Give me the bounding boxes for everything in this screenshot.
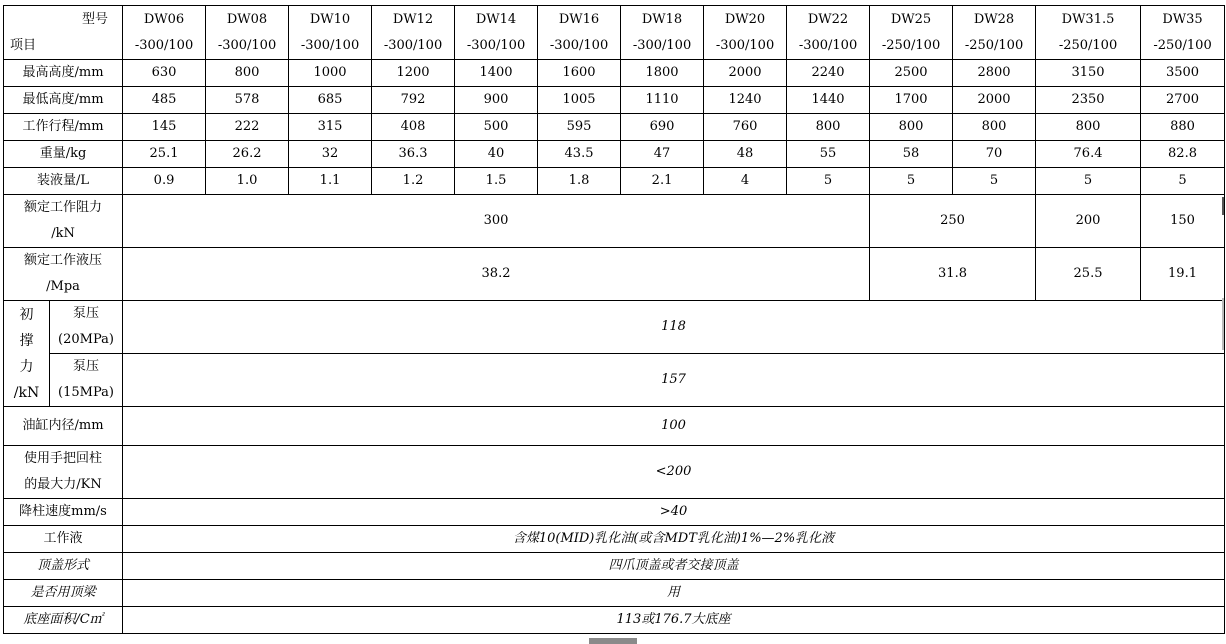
row-handle-force xyxy=(4,446,1225,499)
model-header: DW12 -300/100 xyxy=(372,6,455,60)
cell: 113或176.7大底座 xyxy=(123,607,1225,634)
cell: 38.2 xyxy=(123,248,870,301)
row-label: 最低高度/mm xyxy=(4,87,123,114)
cell: 1.8 xyxy=(538,168,621,195)
header-corner-cell xyxy=(4,6,123,60)
row-label: 工作行程/mm xyxy=(4,114,123,141)
model-header: DW08 -300/100 xyxy=(206,6,289,60)
model-header: DW06 -300/100 xyxy=(123,6,206,60)
row-cap-type xyxy=(4,553,1225,580)
row-label: 额定工作阻力 /kN xyxy=(4,195,123,248)
cell: 792 xyxy=(372,87,455,114)
cell: 1005 xyxy=(538,87,621,114)
row-label: 降柱速度mm/s xyxy=(4,499,123,526)
scroll-marker xyxy=(1222,197,1224,215)
cell: 500 xyxy=(455,114,538,141)
cell: 2800 xyxy=(953,60,1036,87)
cell: 1.0 xyxy=(206,168,289,195)
row-weight xyxy=(4,141,1225,168)
cell: 118 xyxy=(123,301,1225,354)
row-label: 重量/kg xyxy=(4,141,123,168)
cell: 58 xyxy=(870,141,953,168)
cell: 2000 xyxy=(953,87,1036,114)
cell: 760 xyxy=(704,114,787,141)
cell: 0.9 xyxy=(123,168,206,195)
row-label: 油缸内径/mm xyxy=(4,407,123,446)
row-setting-force-15 xyxy=(4,354,1225,407)
pump-label: 泵压 (20MPa) xyxy=(50,301,123,354)
cell: 150 xyxy=(1141,195,1225,248)
cell: 55 xyxy=(787,141,870,168)
cell: 100 xyxy=(123,407,1225,446)
cell: 1110 xyxy=(621,87,704,114)
resize-handle[interactable] xyxy=(589,638,637,644)
row-setting-force-20 xyxy=(4,301,1225,354)
cell: 1600 xyxy=(538,60,621,87)
cell: 19.1 xyxy=(1141,248,1225,301)
cell: 76.4 xyxy=(1036,141,1141,168)
row-label: 额定工作液压 /Mpa xyxy=(4,248,123,301)
cell: 578 xyxy=(206,87,289,114)
model-header: DW31.5 -250/100 xyxy=(1036,6,1141,60)
cell: 25.5 xyxy=(1036,248,1141,301)
model-header: DW14 -300/100 xyxy=(455,6,538,60)
cell: 800 xyxy=(870,114,953,141)
row-label: 使用手把回柱 的最大力/KN xyxy=(4,446,123,499)
cell: 36.3 xyxy=(372,141,455,168)
cell: 5 xyxy=(953,168,1036,195)
cell: 四爪顶盖或者交接顶盖 xyxy=(123,553,1225,580)
row-label: 是否用顶梁 xyxy=(4,580,123,607)
cell: 1800 xyxy=(621,60,704,87)
cell: 1000 xyxy=(289,60,372,87)
row-fill xyxy=(4,168,1225,195)
model-header: DW20 -300/100 xyxy=(704,6,787,60)
cell: 含煤10(MID)乳化油(或含MDT乳化油)1%—2%乳化液 xyxy=(123,526,1225,553)
cell: 3150 xyxy=(1036,60,1141,87)
cell: 47 xyxy=(621,141,704,168)
cell: 3500 xyxy=(1141,60,1225,87)
cell: 40 xyxy=(455,141,538,168)
cell: 1440 xyxy=(787,87,870,114)
cell: 690 xyxy=(621,114,704,141)
row-lower-speed xyxy=(4,499,1225,526)
model-header: DW18 -300/100 xyxy=(621,6,704,60)
cell: 1400 xyxy=(455,60,538,87)
cell: 70 xyxy=(953,141,1036,168)
row-beam xyxy=(4,580,1225,607)
spec-table xyxy=(3,5,1225,634)
cell: 880 xyxy=(1141,114,1225,141)
cell: 1.5 xyxy=(455,168,538,195)
cell: 900 xyxy=(455,87,538,114)
cell: 4 xyxy=(704,168,787,195)
row-label: 装液量/L xyxy=(4,168,123,195)
cell: 25.1 xyxy=(123,141,206,168)
row-label: 工作液 xyxy=(4,526,123,553)
row-bore xyxy=(4,407,1225,446)
cell: 408 xyxy=(372,114,455,141)
row-min-height xyxy=(4,87,1225,114)
cell: 5 xyxy=(1141,168,1225,195)
cell: 685 xyxy=(289,87,372,114)
cell: 2000 xyxy=(704,60,787,87)
cell: 1.1 xyxy=(289,168,372,195)
cell: 82.8 xyxy=(1141,141,1225,168)
cell: 2.1 xyxy=(621,168,704,195)
cell: 595 xyxy=(538,114,621,141)
cell: <200 xyxy=(123,446,1225,499)
cell: 43.5 xyxy=(538,141,621,168)
model-header: DW25 -250/100 xyxy=(870,6,953,60)
row-fluid xyxy=(4,526,1225,553)
cell: 485 xyxy=(123,87,206,114)
pump-label: 泵压 (15MPa) xyxy=(50,354,123,407)
cell: 200 xyxy=(1036,195,1141,248)
cell: 32 xyxy=(289,141,372,168)
item-label: 项目 xyxy=(10,37,37,53)
cell: 800 xyxy=(1036,114,1141,141)
cell: 315 xyxy=(289,114,372,141)
cell: 145 xyxy=(123,114,206,141)
header-row xyxy=(4,6,1225,60)
cell: 157 xyxy=(123,354,1225,407)
model-header: DW22 -300/100 xyxy=(787,6,870,60)
cell: 2700 xyxy=(1141,87,1225,114)
cell: >40 xyxy=(123,499,1225,526)
cell: 1.2 xyxy=(372,168,455,195)
cell: 48 xyxy=(704,141,787,168)
model-header: DW16 -300/100 xyxy=(538,6,621,60)
row-max-height xyxy=(4,60,1225,87)
cell: 31.8 xyxy=(870,248,1036,301)
row-label: 底座面积/C㎡ xyxy=(4,607,123,634)
model-header: DW10 -300/100 xyxy=(289,6,372,60)
setting-force-label: 初 撑 力 /kN xyxy=(4,301,50,407)
cell: 300 xyxy=(123,195,870,248)
cell: 222 xyxy=(206,114,289,141)
row-label: 顶盖形式 xyxy=(4,553,123,580)
model-header: DW28 -250/100 xyxy=(953,6,1036,60)
model-header: DW35 -250/100 xyxy=(1141,6,1225,60)
row-base-area xyxy=(4,607,1225,634)
cell: 5 xyxy=(870,168,953,195)
cell: 2500 xyxy=(870,60,953,87)
scroll-marker xyxy=(1222,298,1224,350)
row-label: 最高高度/mm xyxy=(4,60,123,87)
row-rated-resistance xyxy=(4,195,1225,248)
type-label: 型号 xyxy=(82,11,109,27)
cell: 2240 xyxy=(787,60,870,87)
cell: 用 xyxy=(123,580,1225,607)
cell: 800 xyxy=(953,114,1036,141)
cell: 5 xyxy=(1036,168,1141,195)
cell: 800 xyxy=(787,114,870,141)
row-stroke xyxy=(4,114,1225,141)
cell: 1240 xyxy=(704,87,787,114)
cell: 26.2 xyxy=(206,141,289,168)
cell: 1200 xyxy=(372,60,455,87)
cell: 2350 xyxy=(1036,87,1141,114)
cell: 1700 xyxy=(870,87,953,114)
cell: 250 xyxy=(870,195,1036,248)
cell: 800 xyxy=(206,60,289,87)
cell: 5 xyxy=(787,168,870,195)
row-rated-pressure xyxy=(4,248,1225,301)
cell: 630 xyxy=(123,60,206,87)
